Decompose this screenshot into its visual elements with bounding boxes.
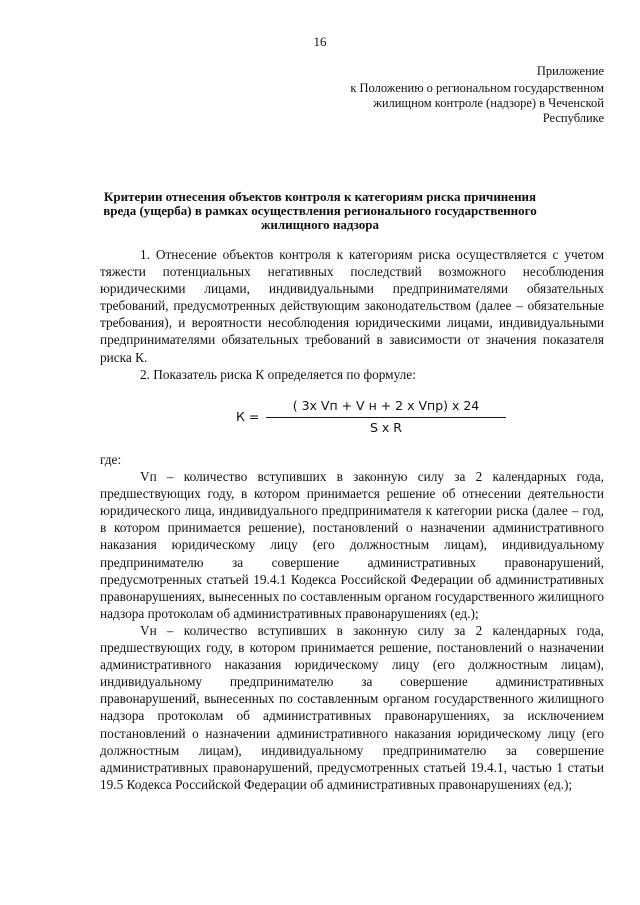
appendix-title: Приложение (536, 64, 604, 78)
page-number: 16 (313, 34, 327, 49)
body-section-1 (100, 246, 604, 383)
paragraph-vp: Vп – количество вступивших в законную силу за 2 календарных года, предшествующих году, в котором принимается решение об отнесении деятельности юридического лица, индивидуального предпринимателя к категории риска (далее – год, в котором принимается решение), постановлений о назначении административного наказания юридическому лицу (его должностным лицам), индивидуальному предпринимателю за совершение административных правонарушений, предусмотренных статьей 19.4.1 Кодекса Российской Федерации об административных правонарушениях, вынесенных по составленным органом государственного жилищного надзора протоколам об административных правонарушениях (ед.); (100, 469, 604, 621)
fraction-bar (266, 417, 506, 418)
document-heading: Критерии отнесения объектов контроля к категориям риска причинения вреда (ущерба) в рамках осуществления регионального государственного жилищного надзора (103, 189, 537, 232)
formula-lhs: К = (236, 409, 260, 424)
where-label: где: (100, 452, 122, 467)
paragraph-vn: Vн – количество вступивших в законную силу за 2 календарных года, предшествующих году, в котором принимается решение, постановлений о назначении административного наказания юридическому лицу (его должностным лицам), индивидуальному предпринимателю за совершение административных правонарушений, вынесенных по составленным органом государственного жилищного надзора протоколам об административных правонарушениях, за исключением постановлений о назначении административного наказания юридическому лицу (его должностным лицам), индивидуальному предпринимателю за совершение административных правонарушений, предусмотренных статьей 19.4.1, частью 1 статьи 19.5 Кодекса Российской Федерации об административных правонарушениях (ед.); (100, 622, 604, 792)
formula-numerator: ( 3х Vп + V н + 2 х Vпр) х 24 (292, 398, 480, 413)
body-section-2 (100, 451, 604, 793)
formula-denominator: S х R (370, 420, 402, 435)
appendix-text: к Положению о региональном государственном жилищном контроле (надзоре) в Чеченской Республике (350, 81, 604, 125)
paragraph-1: 1. Отнесение объектов контроля к категориям риска осуществляется с учетом тяжести потенциальных негативных последствий возможного несоблюдения юридическими лицами, индивидуальными предпринимателями обязательных требований, предусмотренных действующим законодательством (далее – обязательные требования), и вероятности несоблюдения юридическими лицами, индивидуальными предпринимателями обязательных требований в зависимости от значения показателя риска К. (100, 247, 604, 365)
paragraph-2: 2. Показатель риска К определяется по формуле: (140, 366, 416, 382)
appendix-block (344, 64, 604, 126)
